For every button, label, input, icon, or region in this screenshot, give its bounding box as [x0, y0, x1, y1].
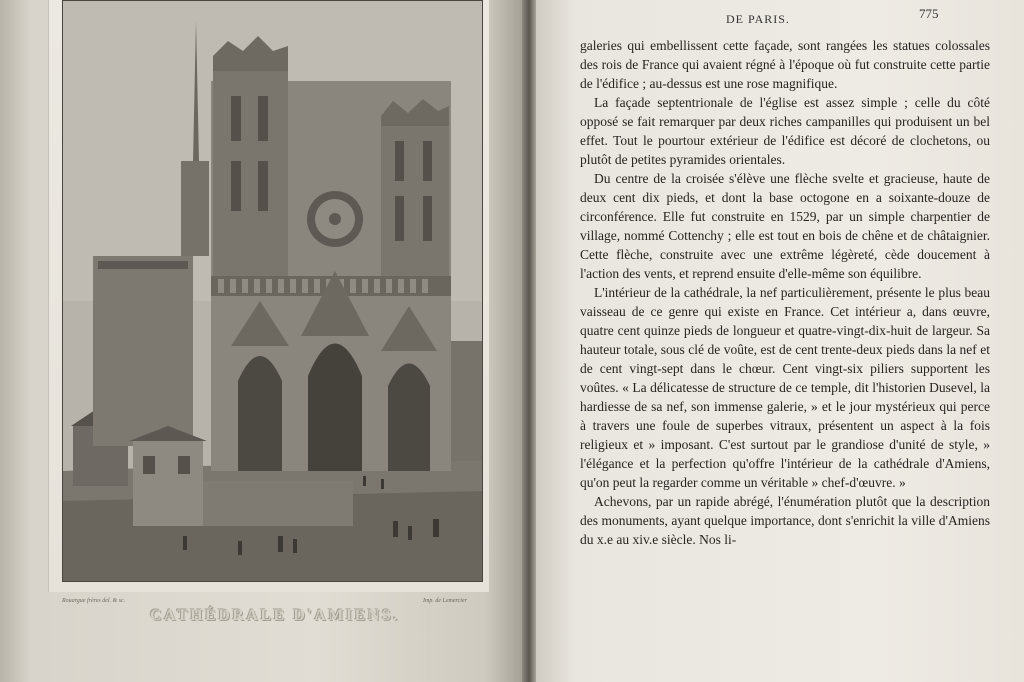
- plate-title: CATHÉDRALE D'AMIENS.: [150, 607, 400, 624]
- engraver-credit: Rouargue frères del. & sc.: [62, 598, 126, 604]
- body-text: [580, 36, 990, 549]
- paragraph: Du centre de la croisée s'élève une flèche svelte et gracieuse, haute de deux cent dix pieds, et dont la base octogone en a soixante-douze de circonférence. Elle fut construite en 1529, par un simple charpentier de village, nommé Cottenchy ; elle est tout en bois de chêne et de châtaignier. Cette flèche, construite avec une extrême légèreté, cède doucement à l'action des vents, et reprend ensuite d'elle-même son équilibre.: [580, 171, 990, 281]
- paragraph: Achevons, par un rapide abrégé, l'énumération plutôt que la description des monuments, ayant quelque importance, dont s'enrichit la ville d'Amiens du x.e au xiv.e siècle. Nos li-: [580, 494, 990, 547]
- cathedral-engraving: [62, 0, 483, 582]
- book-gutter: [522, 0, 536, 682]
- paragraph: La façade septentrionale de l'église est assez simple ; celle du côté opposé se fait remarquer par deux riches campanilles qui produisent un bel effet. Tout le pourtour extérieur de l'édifice est décoré de clochetons, ou plutôt de petites pyramides orientales.: [580, 95, 990, 167]
- paragraph: galeries qui embellissent cette façade, sont rangées les statues colossales des rois de France qui avaient régné à l'époque où fut construite cette partie de l'édifice ; au-dessus est une rose magnifique.: [580, 38, 990, 91]
- page-number: 775: [919, 6, 939, 21]
- printer-credit: Imp. de Lemercier: [423, 598, 467, 604]
- paragraph: L'intérieur de la cathédrale, la nef particulièrement, présente le plus beau vaisseau de ce genre qui existe en France. Cet intérieur a, dans œuvre, quatre cent quinze pieds de longueur et quatre-vingt-dix-huit de largeur. Sa hauteur totale, sous clé de voûte, est de cent trente-deux pieds dans la nef et de cent vingt-sept dans le chœur. Cent vingt-six piliers supportent les voûtes. « La délicatesse de structure de ce temple, dit l'historien Dusevel, la hardiesse de sa nef, son immense galerie, » et le jour mystérieux qui perce à travers une foule de superbes vitraux, présentent un aspect à la fois religieux et » imposant. C'est surtout par le grandiose d'unité de style, » l'élégance et la perfection qu'offre l'intérieur de la cathédrale d'Amiens, qu'on peut la regarder comme un véritable » chef-d'œuvre. »: [580, 285, 990, 490]
- right-page: [536, 0, 1024, 682]
- running-head: DE PARIS.: [726, 12, 790, 26]
